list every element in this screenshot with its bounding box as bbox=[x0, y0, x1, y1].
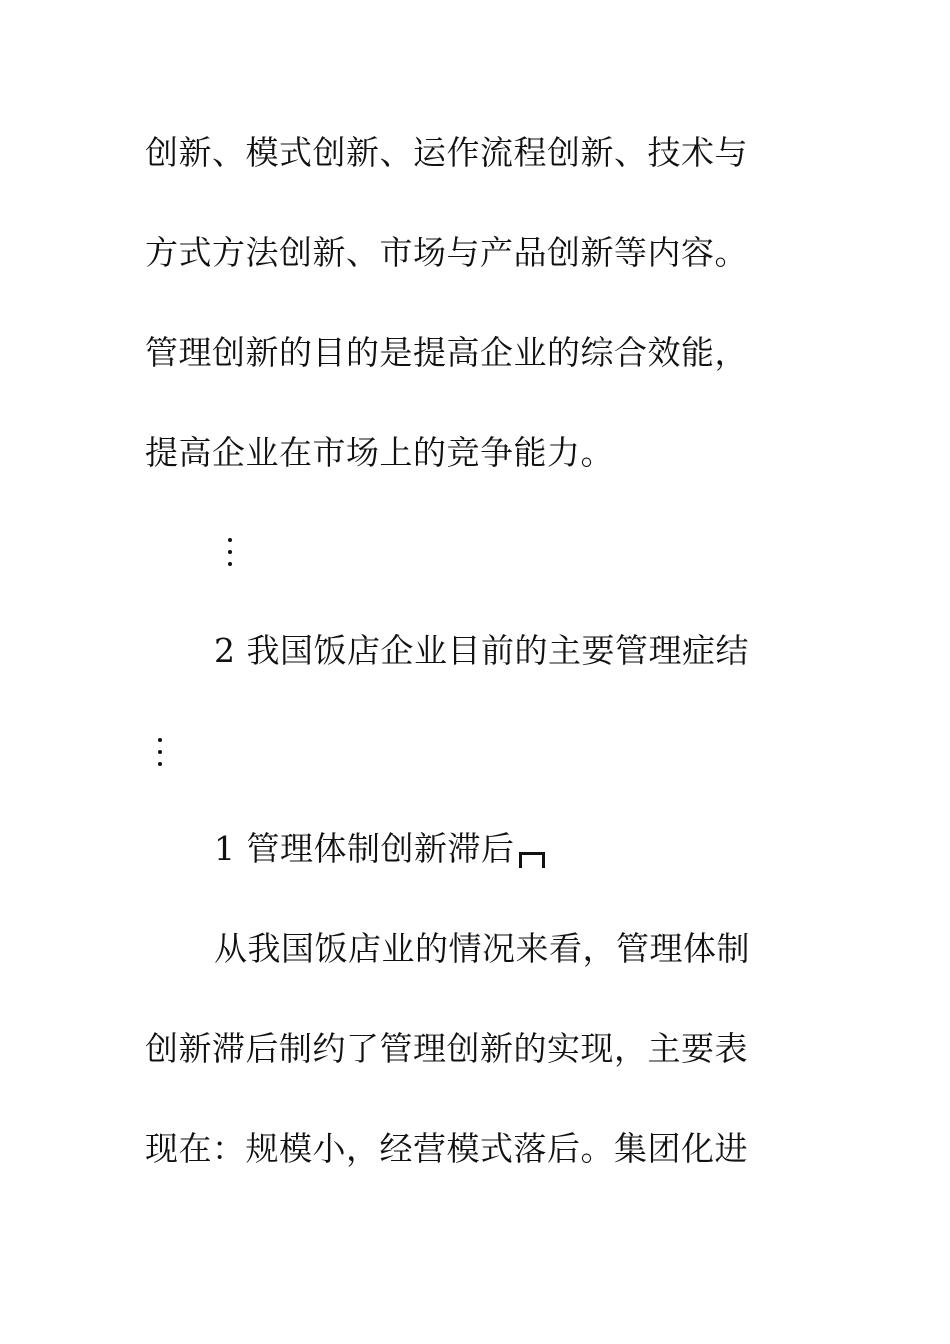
paragraph-line: 创新滞后制约了管理创新的实现，主要表 bbox=[145, 1029, 748, 1068]
text-line: 方式方法创新、市场与产品创新等内容。 bbox=[145, 233, 748, 272]
section-heading: 2 我国饭店企业目前的主要管理症结 bbox=[214, 631, 749, 670]
vertical-ellipsis-icon bbox=[154, 736, 166, 770]
bracket-mark-icon bbox=[519, 852, 545, 868]
text-line: 提高企业在市场上的竞争能力。 bbox=[145, 433, 614, 472]
subsection-heading bbox=[214, 829, 854, 869]
paragraph-line: 现在：规模小，经营模式落后。集团化进 bbox=[145, 1129, 748, 1168]
text-line: 创新、模式创新、运作流程创新、技术与 bbox=[145, 133, 748, 172]
subsection-heading-text: 1 管理体制创新滞后 bbox=[214, 829, 515, 868]
vertical-ellipsis-icon bbox=[224, 536, 236, 570]
text-line: 管理创新的目的是提高企业的综合效能， bbox=[145, 333, 748, 372]
paragraph-line: 从我国饭店业的情况来看，管理体制 bbox=[214, 929, 750, 968]
